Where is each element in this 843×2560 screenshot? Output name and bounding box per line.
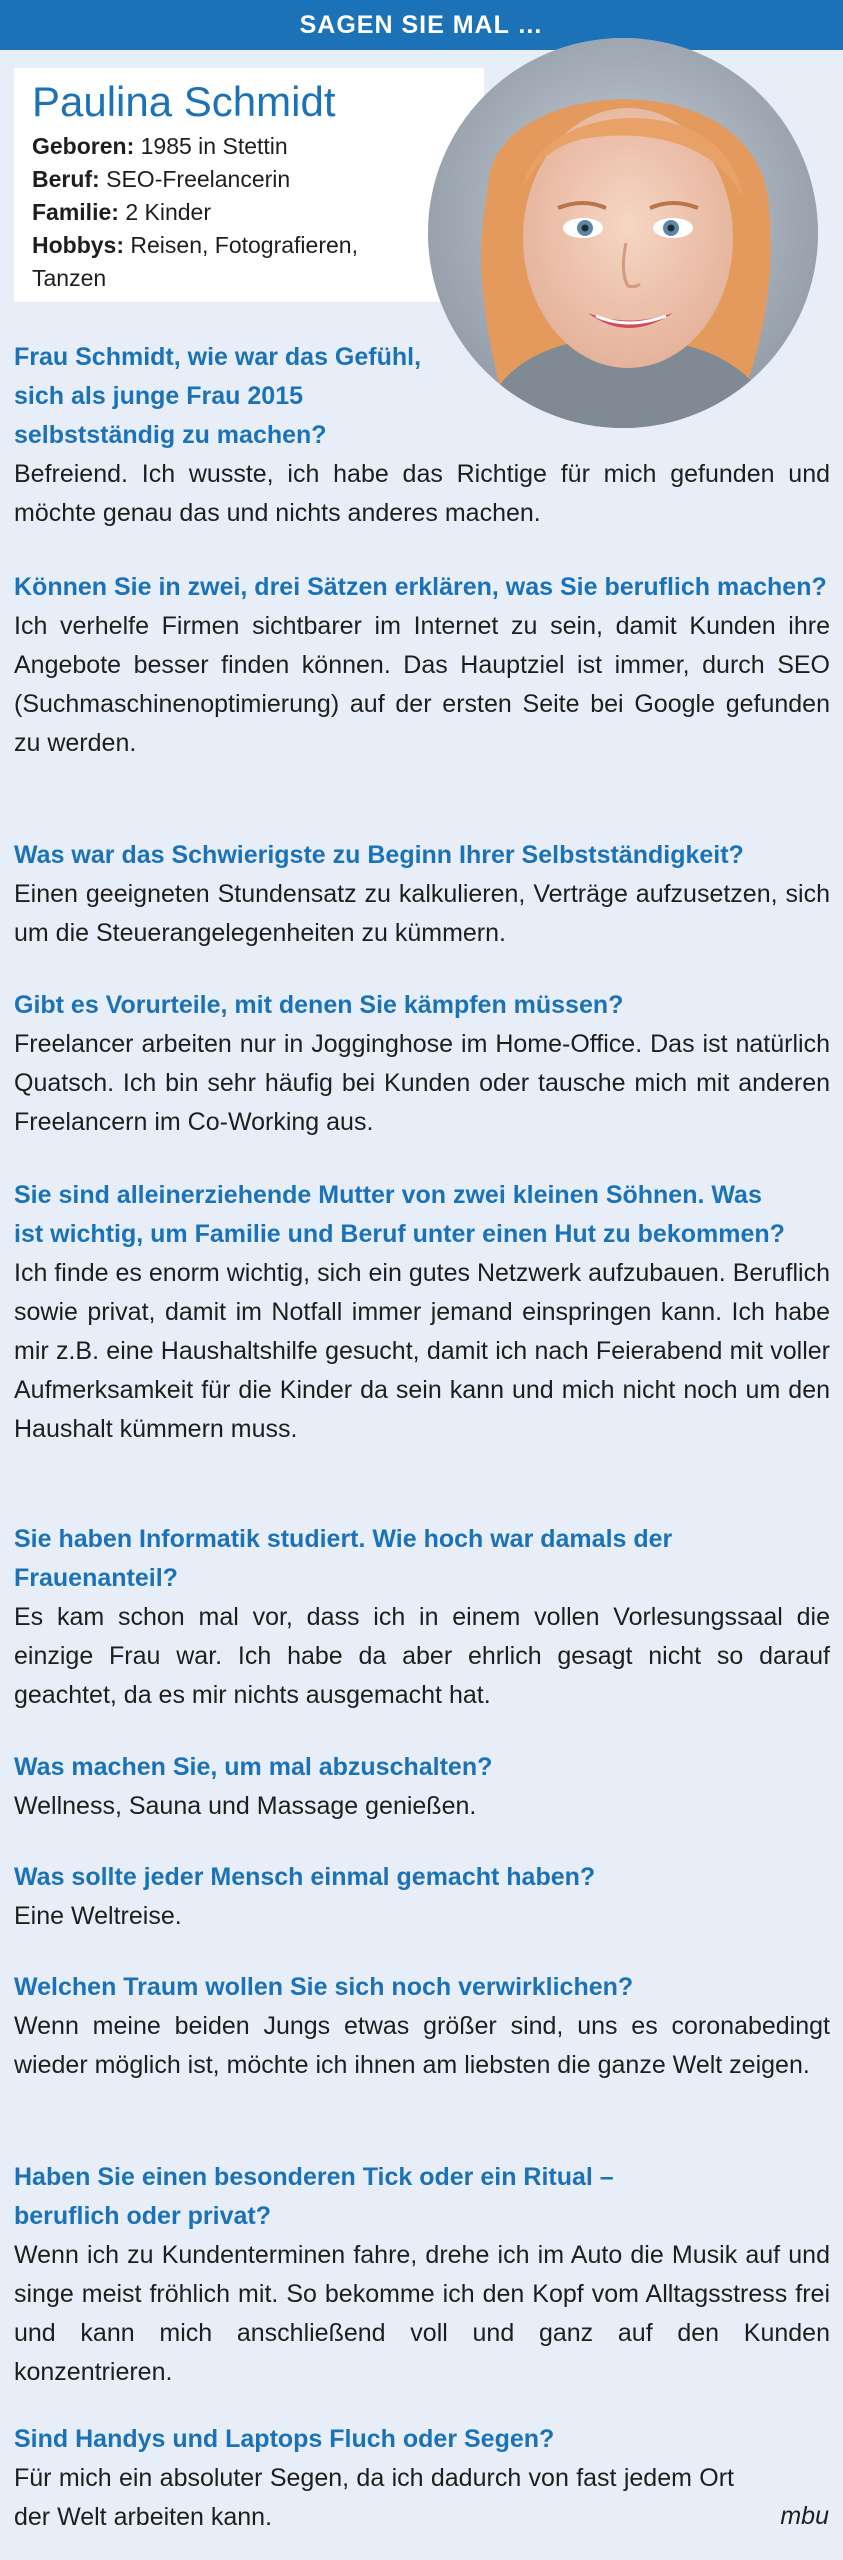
profile-born [32,130,484,163]
section-header [0,0,843,50]
hobbies-value: Reisen, Fotografieren, [130,232,358,258]
qa-block [14,1520,830,1715]
question: Frau Schmidt, wie war das Gefühl, sich als junge Frau 2015 selbstständig zu machen? [14,343,422,449]
answer: Es kam schon mal vor, dass ich in einem vollen Vorlesungssaal die einzige Frau war. Ich habe da aber ehrlich gesagt nicht so darauf geachtet, da es mir nichts ausgemacht hat. [14,1603,830,1709]
qa-block [14,986,830,1142]
family-value: 2 Kinder [125,199,211,225]
answer: Für mich ein absoluter Segen, da ich dadurch von fast jedem Ort der Welt arbeiten kann. [14,2464,734,2531]
question: Was war das Schwierigste zu Beginn Ihrer Selbstständigkeit? [14,841,744,869]
answer: Wenn meine beiden Jungs etwas größer sind, uns es coronabedingt wieder möglich ist, möchte ich ihnen am liebsten die ganze Welt zeigen. [14,2012,830,2079]
question: Was sollte jeder Mensch einmal gemacht haben? [14,1863,596,1891]
qa-block [14,568,830,763]
question: Können Sie in zwei, drei Sätzen erklären, was Sie beruflich machen? [14,573,827,601]
hobbies-value-cont: Tanzen [32,265,107,291]
answer: Befreiend. Ich wusste, ich habe das Richtige für mich gefunden und möchte genau das und nichts anderes machen. [14,460,830,527]
question: Sie sind alleinerziehende Mutter von zwei kleinen Söhnen. Was ist wichtig, um Familie und Beruf unter einen Hut zu bekommen? [14,1181,785,1248]
qa-block [14,1858,830,1936]
profile-hobbies [32,229,484,295]
qa-block [14,836,830,953]
question: Welchen Traum wollen Sie sich noch verwirklichen? [14,1973,634,2001]
section-title: SAGEN SIE MAL … [299,10,544,39]
answer: Ich verhelfe Firmen sichtbarer im Internet zu sein, damit Kunden ihre Angebote besser finden können. Das Hauptziel ist immer, durch SEO (Suchmaschinenoptimierung) auf der ersten Seite bei Google gefunden zu werden. [14,612,830,757]
family-label: Familie: [32,199,119,225]
question: Sie haben Informatik studiert. Wie hoch war damals der Frauenanteil? [14,1525,673,1592]
question: Was machen Sie, um mal abzuschalten? [14,1753,493,1781]
profile-job [32,163,484,196]
answer: Freelancer arbeiten nur in Jogginghose im Home-Office. Das ist natürlich Quatsch. Ich bin sehr häufig bei Kunden oder tausche mich mit anderen Freelancern im Co-Working aus. [14,1030,830,1136]
qa-block [14,1968,830,2085]
born-label: Geboren: [32,133,135,159]
profile-family [32,196,484,229]
profile-box [14,68,484,302]
qa-block [14,2158,830,2392]
hobbies-label: Hobbys: [32,232,124,258]
answer: Einen geeigneten Stundensatz zu kalkulieren, Verträge aufzusetzen, sich um die Steuerangelegenheiten zu kümmern. [14,880,830,947]
author-signature: mbu [780,2502,829,2530]
job-value: SEO-Freelancerin [106,166,291,192]
qa-block [14,1176,830,1449]
born-value: 1985 in Stettin [140,133,288,159]
question: Haben Sie einen besonderen Tick oder ein Ritual – beruflich oder privat? [14,2163,614,2230]
answer: Eine Weltreise. [14,1902,182,1930]
answer: Wenn ich zu Kundenterminen fahre, drehe ich im Auto die Musik auf und singe meist fröhlich mit. So bekomme ich den Kopf vom Alltagsstress frei und kann mich anschließend voll und ganz auf den Kunden konzentrieren. [14,2241,830,2386]
job-label: Beruf: [32,166,100,192]
person-name: Paulina Schmidt [32,78,336,125]
question: Sind Handys und Laptops Fluch oder Segen? [14,2425,555,2453]
answer: Wellness, Sauna und Massage genießen. [14,1792,477,1820]
qa-block [14,1748,830,1826]
question: Gibt es Vorurteile, mit denen Sie kämpfen müssen? [14,991,624,1019]
qa-block [14,338,830,533]
answer: Ich finde es enorm wichtig, sich ein gutes Netzwerk aufzubauen. Beruflich sowie privat, damit im Notfall immer jemand einspringen kann. Ich habe mir z.B. eine Haushaltshilfe gesucht, damit ich nach Feierabend mit voller Aufmerksamkeit für die Kinder da sein kann und mich nicht noch um den Haushalt kümmern muss. [14,1259,830,1443]
qa-block [14,2420,830,2537]
